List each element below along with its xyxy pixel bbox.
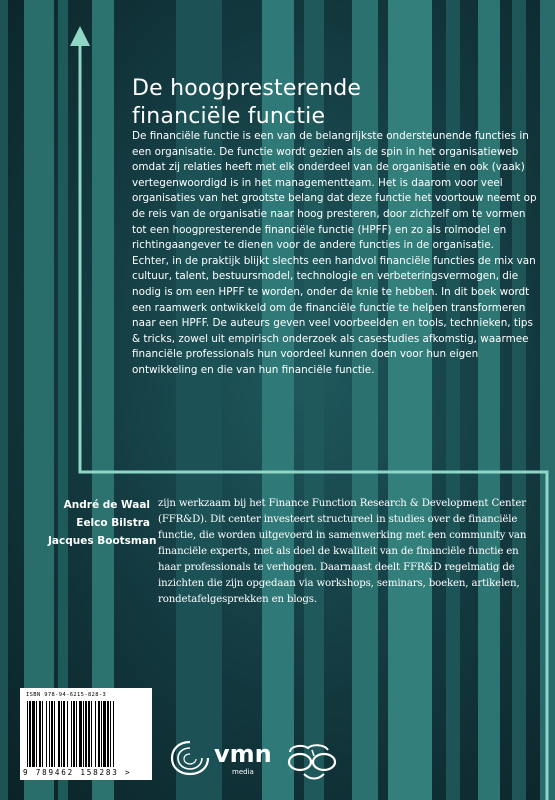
author-bio-text: zijn werkzaam bij het Finance Function Research & Development Center (FFR&D). Dit center investeert structureel in studies over de financiële functie, die worden uitgevoerd in samenwerking met een community van financiële experts, met als doel de kwaliteit van de financiële functie en haar professionals te verhogen. Daarnaast deelt FFR&D regelmatig de inzichten die zijn opgedaan via workshops, seminars, boeken, artikelen, rondetafelgesprekken en blogs. [158, 498, 527, 605]
description-paragraph: De financiële functie is een van de belangrijkste ondersteunende functies in een organisatie. De functie wordt gezien als de spin in het organisatieweb omdat zij relaties heeft met elk onderdeel van de organisatie en ook (vaak) vertegenwoordigd is in het managementteam. Het is daarom voor veel organisaties van het grootste belang dat deze functie het voortouw neemt op de reis van de organisatie naar hoog presteren, door zichzelf om te vormen tot een hoogpresterende financiële functie (HPFF) en zo als rolmodel en richtingaangever te dienen voor de andere functies in de organisatie. [132, 130, 537, 252]
vmn-swirl-icon [168, 738, 212, 778]
barcode-digits: 9 789462 158283 > [23, 768, 132, 777]
author-name: André de Waal [63, 499, 150, 511]
isbn-barcode [20, 688, 152, 780]
description-paragraph: Echter, in de praktijk blijkt slechts een handvol financiële functies de mix van cultuur, talent, bestuursmodel, technologie en verbeteringsvermogen, die nodig is om een HPFF te worden, onder de knie te hebben. In dit boek wordt een raamwerk ontwikkeld om de financiële functie te helpen transformeren naar een HPFF. De auteurs geven veel voorbeelden en tools, technieken, tips & tricks, zowel uit empirisch onderzoek als casestudies afkomstig, waarmee financiële professionals hun voordeel kunnen doen voor hun eigen ontwikkeling en die van hun financiële functie. [132, 254, 536, 376]
book-description [132, 129, 540, 379]
author-name: Eelco Bilstra [76, 517, 150, 529]
publisher-name: vmn [214, 740, 272, 768]
author-name: Jacques Bootsman [48, 535, 157, 547]
barcode-bars [27, 701, 145, 767]
title-line-1: De hoogpresterende [132, 75, 362, 101]
glasses-mascot-icon [284, 742, 344, 782]
author-bio [158, 496, 530, 608]
book-title [132, 75, 361, 131]
isbn-label: ISBN 978-94-6215-828-3 [26, 692, 107, 698]
author-names [48, 496, 157, 550]
publisher-logo [168, 738, 278, 780]
publisher-sub: media [232, 768, 254, 776]
title-line-2: financiële functie [132, 103, 326, 129]
